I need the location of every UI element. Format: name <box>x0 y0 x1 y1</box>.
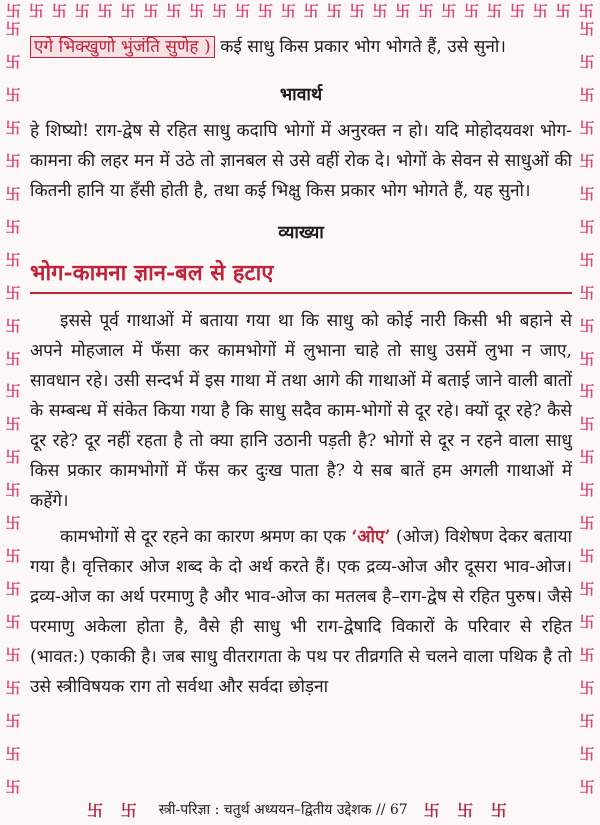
swastika-icon: 卐 <box>5 217 21 236</box>
para2-start: कामभोगों से दूर रहने का कारण श्रमण का एक <box>60 527 352 547</box>
swastika-icon: 卐 <box>509 1 525 20</box>
swastika-icon: 卐 <box>579 85 595 104</box>
swastika-icon: 卐 <box>5 250 21 269</box>
swastika-icon: 卐 <box>235 1 251 20</box>
swastika-icon: 卐 <box>579 448 595 467</box>
swastika-icon: 卐 <box>5 679 21 698</box>
swastika-icon: 卐 <box>579 118 595 137</box>
swastika-icon: 卐 <box>579 679 595 698</box>
swastika-icon: 卐 <box>579 184 595 203</box>
swastika-icon: 卐 <box>487 1 503 20</box>
section-title-underline <box>30 292 572 294</box>
swastika-icon: 卐 <box>579 744 595 763</box>
swastika-icon: 卐 <box>5 283 21 302</box>
swastika-icon: 卐 <box>120 1 136 20</box>
intro-text: कई साधु किस प्रकार भोग भोगते हैं, उसे सुनो। <box>214 37 506 57</box>
section-title: भोग-कामना ज्ञान-बल से हटाए <box>30 260 274 286</box>
swastika-icon: 卐 <box>5 184 21 203</box>
swastika-icon: 卐 <box>166 1 182 20</box>
vyakhya-paragraph-2 <box>30 522 572 702</box>
swastika-icon: 卐 <box>579 547 595 566</box>
swastika-icon: 卐 <box>5 316 21 335</box>
swastika-icon: 卐 <box>280 1 296 20</box>
swastika-icon: 卐 <box>51 1 67 20</box>
swastika-icon: 卐 <box>532 1 548 20</box>
swastika-icon: 卐 <box>579 580 595 599</box>
swastika-icon: 卐 <box>441 1 457 20</box>
swastika-icon: 卐 <box>418 1 434 20</box>
swastika-icon: 卐 <box>74 1 90 20</box>
page-content <box>30 32 572 702</box>
swastika-icon: 卐 <box>579 217 595 236</box>
swastika-icon: 卐 <box>257 1 273 20</box>
swastika-icon: 卐 <box>579 382 595 401</box>
swastika-icon: 卐 <box>464 1 480 20</box>
swastika-icon: 卐 <box>579 646 595 665</box>
swastika-icon: 卐 <box>5 448 21 467</box>
swastika-icon: 卐 <box>5 613 21 632</box>
swastika-icon: 卐 <box>5 151 21 170</box>
vyakhya-paragraph-1: इससे पूर्व गाथाओं में बताया गया था कि साधु को कोई नारी किसी भी बहाने से अपने मोहजाल में फँसा कर कामभोगों में लुभाना चाहे तो साधु उसमें लुभा न जाए, सावधान रहे। उसी सन्दर्भ में इस गाथा में तथा आगे की गाथाओं में बताई जाने वाली बातों के सम्बन्ध में संकेत किया गया है कि साधु सदैव काम-भोगों से दूर रहे। क्यों दूर रहे? कैसे दूर रहे? दूर नहीं रहता है तो क्या हानि उठानी पड़ती है? भोगों से दूर न रहने वाला साधु किस प्रकार कामभोगों में फँस कर दुःख पाता है? ये सब बातें हम अगली गाथाओं में कहेंगे। <box>30 311 572 511</box>
swastika-icon: 卐 <box>5 382 21 401</box>
swastika-icon: 卐 <box>5 481 21 500</box>
swastika-icon: 卐 <box>5 777 21 796</box>
swastika-icon: 卐 <box>5 85 21 104</box>
swastika-icon: 卐 <box>579 777 595 796</box>
swastika-icon: 卐 <box>5 52 21 71</box>
swastika-icon: 卐 <box>579 151 595 170</box>
footer-symbols-right: 卐 卐 卐 <box>423 801 513 820</box>
para2-rest: (ओज) विशेषण देकर बताया गया है। वृत्तिकार ओज शब्द के दो अर्थ करते हैं। एक द्रव्य-ओज और दूसरा भाव-ओज। द्रव्य-ओज का अर्थ परमाणु है और भाव-ओज का मतलब है–राग-द्वेष से रहित पुरुष। जैसे परमाणु अकेला होता है, वैसे ही साधु भी राग-द्वेषादि विकारों के परिवार से रहित (भावत:) एकाकी है। जब साधु वीतरागता के पथ पर तीव्रगति से चलने वाला पथिक है तो उसे स्त्रीविषयक राग तो सर्वथा और सर्वदा छोड़ना <box>30 527 572 697</box>
bhavarth-heading: भावार्थ <box>279 85 323 105</box>
swastika-icon: 卐 <box>5 580 21 599</box>
swastika-icon: 卐 <box>579 613 595 632</box>
swastika-icon: 卐 <box>5 118 21 137</box>
swastika-icon: 卐 <box>5 514 21 533</box>
swastika-icon: 卐 <box>578 1 594 20</box>
swastika-icon: 卐 <box>326 1 342 20</box>
swastika-icon: 卐 <box>395 1 411 20</box>
swastika-icon: 卐 <box>28 1 44 20</box>
verse-highlight: एगे भिक्खुणो भुंजंति सुणेह ) <box>30 36 215 58</box>
footer-text: स्त्री-परिज्ञा : चतुर्थ अध्ययन–द्वितीय उद्देशक // 67 <box>158 802 408 818</box>
swastika-icon: 卐 <box>555 1 571 20</box>
swastika-icon: 卐 <box>579 712 595 731</box>
swastika-icon: 卐 <box>579 481 595 500</box>
swastika-icon: 卐 <box>6 1 22 20</box>
swastika-icon: 卐 <box>579 349 595 368</box>
bhavarth-paragraph: हे शिष्यो! राग-द्वेष से रहित साधु कदापि भोगों में अनुरक्त न हो। यदि मोहोदयवश भोग-कामना की लहर मन में उठे तो ज्ञानबल से उसे वहीं रोक दे। भोगों के सेवन से साधुओं की कितनी हानि या हँसी होती है, तथा कई भिक्षु किस प्रकार भोग भोगते हैं, यह सुनो। <box>30 121 572 201</box>
swastika-icon: 卐 <box>579 316 595 335</box>
swastika-icon: 卐 <box>5 20 21 38</box>
swastika-icon: 卐 <box>5 415 21 434</box>
swastika-icon: 卐 <box>5 712 21 731</box>
right-border <box>576 22 598 795</box>
left-border <box>2 22 24 795</box>
intro-paragraph <box>30 32 572 62</box>
swastika-icon: 卐 <box>5 349 21 368</box>
swastika-icon: 卐 <box>5 646 21 665</box>
swastika-icon: 卐 <box>349 1 365 20</box>
swastika-icon: 卐 <box>5 744 21 763</box>
swastika-icon: 卐 <box>579 250 595 269</box>
swastika-icon: 卐 <box>579 514 595 533</box>
page-footer <box>0 798 600 821</box>
swastika-icon: 卐 <box>97 1 113 20</box>
swastika-icon: 卐 <box>5 547 21 566</box>
oe-quote: ‘ओए’ <box>351 527 391 547</box>
swastika-icon: 卐 <box>372 1 388 20</box>
swastika-icon: 卐 <box>579 415 595 434</box>
swastika-icon: 卐 <box>212 1 228 20</box>
swastika-icon: 卐 <box>143 1 159 20</box>
swastika-icon: 卐 <box>579 52 595 71</box>
top-border <box>0 0 600 22</box>
vyakhya-heading: व्याख्या <box>278 223 324 243</box>
footer-symbols-left: 卐 卐 <box>87 801 143 820</box>
swastika-icon: 卐 <box>303 1 319 20</box>
swastika-icon: 卐 <box>189 1 205 20</box>
swastika-icon: 卐 <box>579 283 595 302</box>
swastika-icon: 卐 <box>579 20 595 38</box>
